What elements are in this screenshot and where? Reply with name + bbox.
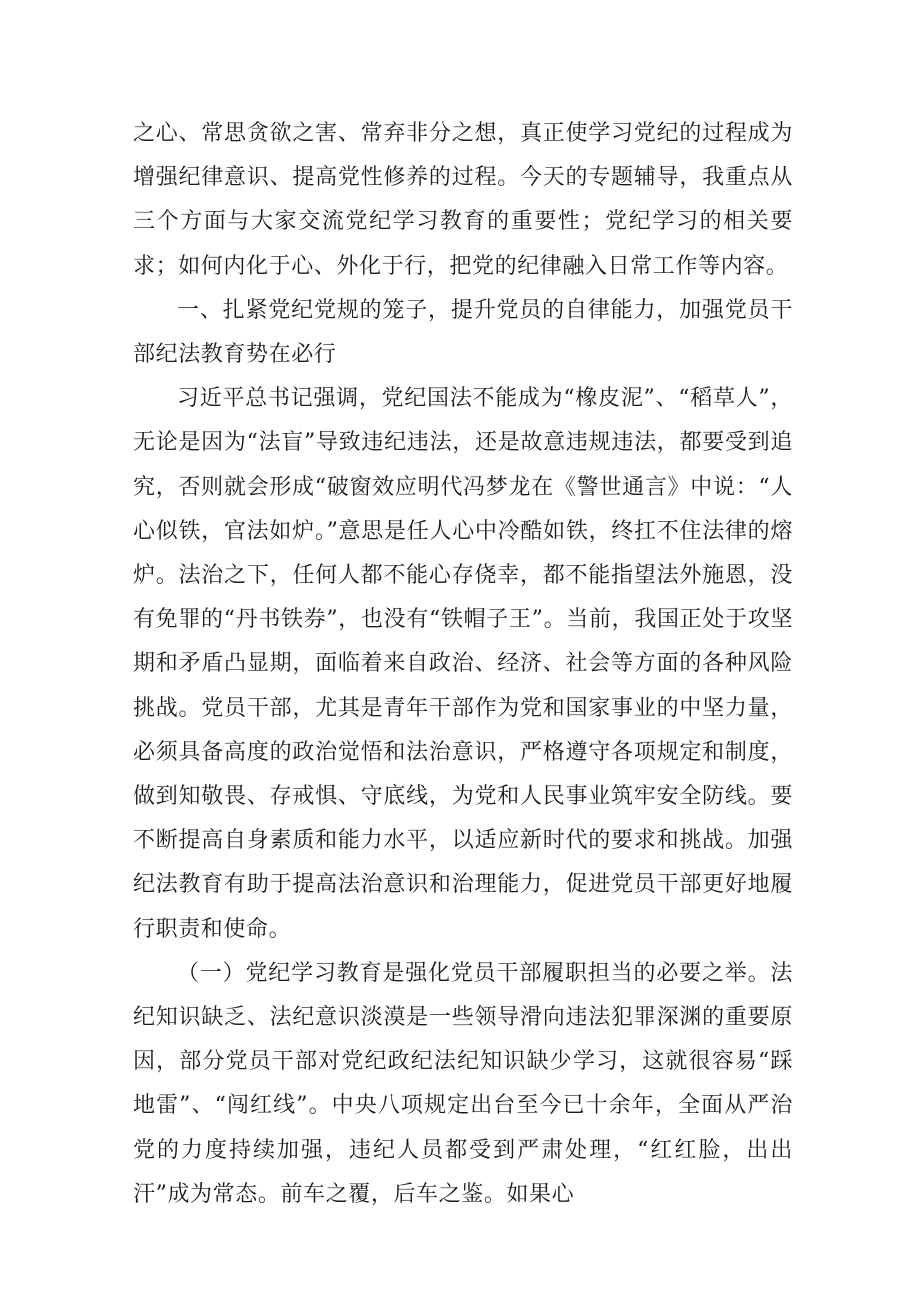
- document-body: [133, 112, 793, 1217]
- paragraph-subsection-1: （一）党纪学习教育是强化党员干部履职担当的必要之举。法纪知识缺乏、法纪意识淡漠是一些领导滑向违法犯罪深渊的重要原因，部分党员干部对党纪政纪法纪知识缺少学习，这就很容易“踩地雷”、“闯红线”。中央八项规定出台至今已十余年，全面从严治党的力度持续加强，违纪人员都受到严肃处理，“红红脸，出出汗”成为常态。前车之覆，后车之鉴。如果心: [133, 960, 793, 1207]
- section-heading: 一、扎紧党纪党规的笼子，提升党员的自律能力，加强党员干部纪法教育势在必行: [133, 297, 793, 368]
- paragraph-discipline-law: 习近平总书记强调，党纪国法不能成为“橡皮泥”、“稻草人”，无论是因为“法盲”导致违纪违法，还是故意违规违法，都要受到追究，否则就会形成“破窗效应明代冯梦龙在《警世通言》中说：“人心似铁，官法如炉。”意思是任人心中冷酷如铁，终扛不住法律的熔炉。法治之下，任何人都不能心存侥幸，都不能指望法外施恩，没有免罪的“丹书铁券”，也没有“铁帽子王”。当前，我国正处于攻坚期和矛盾凸显期，面临着来自政治、经济、社会等方面的各种风险挑战。党员干部，尤其是青年干部作为党和国家事业的中坚力量，必须具备高度的政治觉悟和法治意识，严格遵守各项规定和制度，做到知敬畏、存戒惧、守底线，为党和人民事业筑牢安全防线。要不断提高自身素质和能力水平，以适应新时代的要求和挑战。加强纪法教育有助于提高法治意识和治理能力，促进党员干部更好地履行职责和使命。: [133, 386, 793, 942]
- paragraph-intro-continuation: 之心、常思贪欲之害、常弃非分之想，真正使学习党纪的过程成为增强纪律意识、提高党性修养的过程。今天的专题辅导，我重点从三个方面与大家交流党纪学习教育的重要性；党纪学习的相关要求；如何内化于心、外化于行，把党的纪律融入日常工作等内容。: [133, 121, 793, 279]
